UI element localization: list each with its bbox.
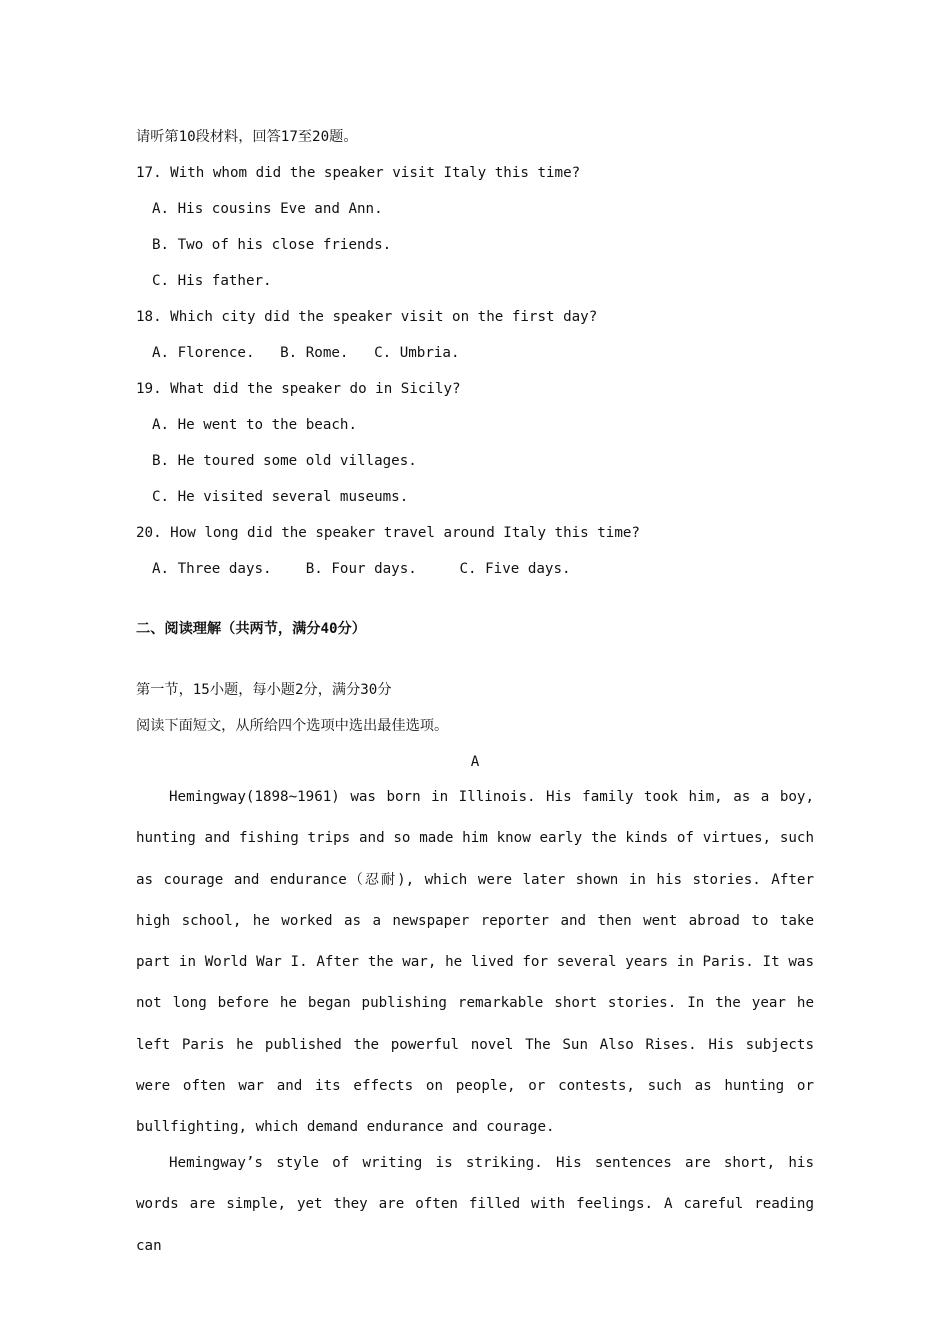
- passage-label: A: [470, 754, 480, 770]
- reading-part-one: 第一节，15小题，每小题2分，满分30分: [136, 682, 392, 698]
- passage-paragraph-2: [136, 1143, 814, 1267]
- question-20: 20. How long did the speaker travel around Italy this time?: [136, 525, 640, 541]
- question-17-option-b: B. Two of his close friends.: [152, 237, 392, 253]
- passage-paragraph-2-text: Hemingway’s style of writing is striking. His sentences are short, his words are simple, yet they are often filled with feelings. A careful reading can: [136, 1155, 814, 1254]
- question-19-option-a: A. He went to the beach.: [152, 417, 357, 433]
- question-19: 19. What did the speaker do in Sicily?: [136, 381, 461, 397]
- question-17-option-a: A. His cousins Eve and Ann.: [152, 201, 383, 217]
- question-18-options: A. Florence. B. Rome. C. Umbria.: [152, 345, 460, 361]
- passage-paragraph-1-text: Hemingway(1898~1961) was born in Illinois. His family took him, as a boy, hunting and fishing trips and so made him know early the kinds of virtues, such as courage and endurance（忍耐), which were later shown in his stories. After high school, he worked as a newspaper reporter and then went abroad to take part in World War I. After the war, he lived for several years in Paris. It was not long before he began publishing remarkable short stories. In the year he left Paris he published the powerful novel The Sun Also Rises. His subjects were often war and its effects on people, or contests, such as hunting or bullfighting, which demand endurance and courage.: [136, 789, 814, 1136]
- question-19-option-c: C. He visited several museums.: [152, 489, 409, 505]
- reading-instruction: 阅读下面短文，从所给四个选项中选出最佳选项。: [136, 718, 449, 734]
- question-17: 17. With whom did the speaker visit Italy this time?: [136, 165, 581, 181]
- question-17-option-c: C. His father.: [152, 273, 272, 289]
- listening-instruction: 请听第10段材料，回答17至20题。: [136, 129, 358, 145]
- passage-paragraph-1: [136, 777, 814, 1149]
- question-19-option-b: B. He toured some old villages.: [152, 453, 417, 469]
- question-20-options: A. Three days. B. Four days. C. Five days.: [152, 561, 571, 577]
- reading-section-heading: 二、阅读理解（共两节，满分40分）: [136, 621, 366, 637]
- question-18: 18. Which city did the speaker visit on the first day?: [136, 309, 598, 325]
